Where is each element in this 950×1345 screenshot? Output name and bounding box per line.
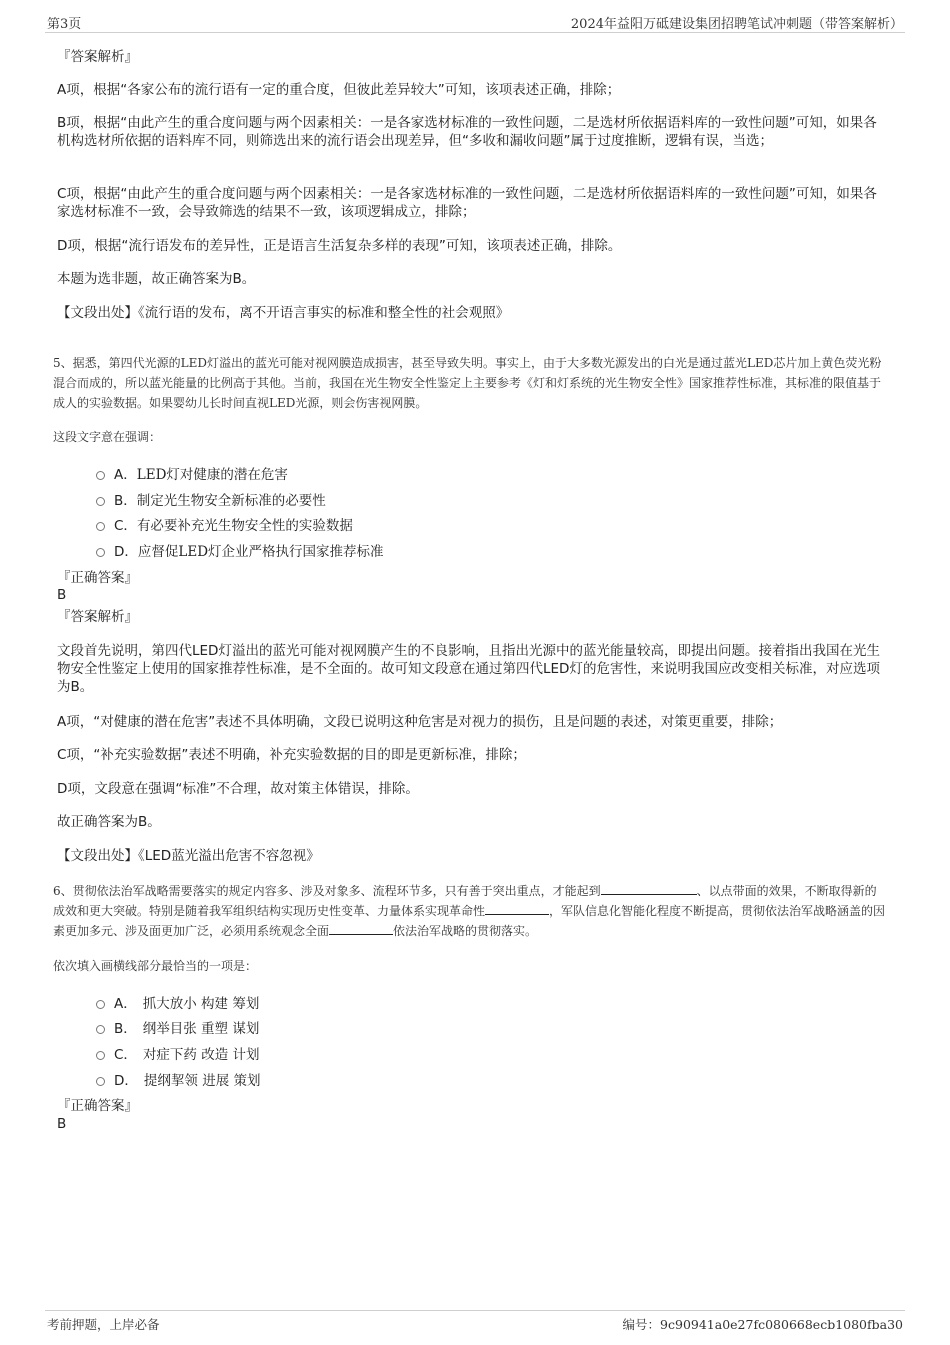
radio-icon[interactable] <box>96 497 105 506</box>
q4-analysis-a: A项，根据“各家公布的流行语有一定的重合度，但彼此差异较大”可知，该项表述正确，排除； <box>57 82 621 98</box>
q4-analysis-c: C项，根据“由此产生的重合度问题与两个因素相关：一是各家选材标准的一致性问题，二是选材所依据语料库的一致性问题”可知，如果各家选材标准不一致，会导致筛选的结果不一致，该项逻辑成立，排除； <box>57 186 877 220</box>
q6-option-a[interactable]: A． 抓大放小 构建 筹划 <box>96 992 259 1012</box>
footer-code: 编号：9c90941a0e27fc080668ecb1080fba30 <box>622 1317 903 1332</box>
radio-icon[interactable] <box>96 1077 105 1086</box>
q6-option-c[interactable]: C． 对症下药 改造 计划 <box>96 1043 260 1063</box>
q5-stem: 5、据悉，第四代光源的LED灯溢出的蓝光可能对视网膜造成损害，甚至导致失明。事实上，由于大多数光源发出的白光是通过蓝光LED芯片加上黄色荧光粉混合而成的，所以蓝光能量的比例高于其他。当前，我国在光生物安全性鉴定上主要参考《灯和灯系统的光生物安全性》国家推荐性标准，其标准的限值基于成人的实验数据。如果婴幼儿长时间直视LED光源，则会伤害视网膜。 <box>53 356 882 410</box>
q4-analysis-label: 『答案解析』 <box>57 49 138 65</box>
document-title: 2024年益阳万砥建设集团招聘笔试冲刺题（带答案解析） <box>570 17 903 32</box>
q6-stem: 6、贯彻依法治军战略需要落实的规定内容多、涉及对象多、流程环节多，只有善于突出重点，才能起到 、以点带面的效果，不断取得新的成效和更大突破。特别是随着我军组织结构实现历史性变革、力量体系实现革命性 ，军队信息化智能化程度不断提高，贯彻依法治军战略涵盖的因素更加多元、涉及面更加广泛，必须用系统观念全面 依法治军战略的贯彻落实。 <box>53 884 886 938</box>
radio-icon[interactable] <box>96 1051 105 1060</box>
q5-analysis-d: D项，文段意在强调“标准”不合理，故对策主体错误，排除。 <box>57 781 419 797</box>
page-header <box>45 10 905 33</box>
q6-option-d[interactable]: D． 提纲挈领 进展 策划 <box>96 1069 261 1089</box>
q5-analysis-label: 『答案解析』 <box>57 609 138 625</box>
q5-conclusion: 故正确答案为B。 <box>57 814 161 830</box>
q4-analysis-d: D项，根据“流行语发布的差异性，正是语言生活复杂多样的表现”可知，该项表述正确，排除。 <box>57 238 622 254</box>
q5-option-a[interactable]: A． LED灯对健康的潜在危害 <box>96 463 288 483</box>
q5-option-d[interactable]: D． 应督促LED灯企业严格执行国家推荐标准 <box>96 540 384 560</box>
page-number: 第3页 <box>47 17 82 32</box>
page-footer <box>45 1310 905 1335</box>
q5-option-b[interactable]: B． 制定光生物安全新标准的必要性 <box>96 489 326 509</box>
q5-source: 【文段出处】《LED蓝光溢出危害不容忽视》 <box>57 848 320 864</box>
q6-prompt: 依次填入画横线部分最恰当的一项是： <box>53 959 258 973</box>
blank-2 <box>485 902 549 915</box>
q4-analysis-b: B项，根据“由此产生的重合度问题与两个因素相关：一是各家选材标准的一致性问题，二是选材所依据语料库的一致性问题”可知，如果各机构选材所依据的语料库不同，则筛选出来的流行语会出现差异，但“多收和漏收问题”属于过度推断，逻辑有误，当选； <box>57 115 877 149</box>
radio-icon[interactable] <box>96 471 105 480</box>
q5-analysis-main: 文段首先说明，第四代LED灯溢出的蓝光可能对视网膜产生的不良影响，且指出光源中的蓝光能量较高，即提出问题。接着指出我国在光生物安全性鉴定上使用的国家推荐性标准，是不全面的。故可知文段意在通过第四代LED灯的危害性，来说明我国应改变相关标准，对应选项为B。 <box>57 643 880 695</box>
blank-1 <box>601 882 697 895</box>
q5-answer: B <box>57 587 67 603</box>
q4-source: 【文段出处】《流行语的发布，离不开语言事实的标准和整全性的社会观照》 <box>57 305 510 321</box>
q5-prompt: 这段文字意在强调： <box>53 430 162 444</box>
q5-answer-label: 『正确答案』 <box>57 570 138 586</box>
q6-option-b[interactable]: B． 纲举目张 重塑 谋划 <box>96 1017 259 1037</box>
radio-icon[interactable] <box>96 522 105 531</box>
blank-3 <box>329 922 393 935</box>
radio-icon[interactable] <box>96 1000 105 1009</box>
q4-conclusion: 本题为选非题，故正确答案为B。 <box>57 271 256 287</box>
radio-icon[interactable] <box>96 1025 105 1034</box>
q6-answer: B <box>57 1116 67 1132</box>
q5-option-c[interactable]: C． 有必要补充光生物安全性的实验数据 <box>96 514 353 534</box>
footer-slogan: 考前押题，上岸必备 <box>47 1317 160 1332</box>
q5-analysis-c: C项，“补充实验数据”表述不明确，补充实验数据的目的即是更新标准，排除； <box>57 747 526 763</box>
q5-analysis-a: A项，“对健康的潜在危害”表述不具体明确，文段已说明这种危害是对视力的损伤，且是问题的表述，对策更重要，排除； <box>57 714 783 730</box>
radio-icon[interactable] <box>96 548 105 557</box>
q6-answer-label: 『正确答案』 <box>57 1098 138 1114</box>
